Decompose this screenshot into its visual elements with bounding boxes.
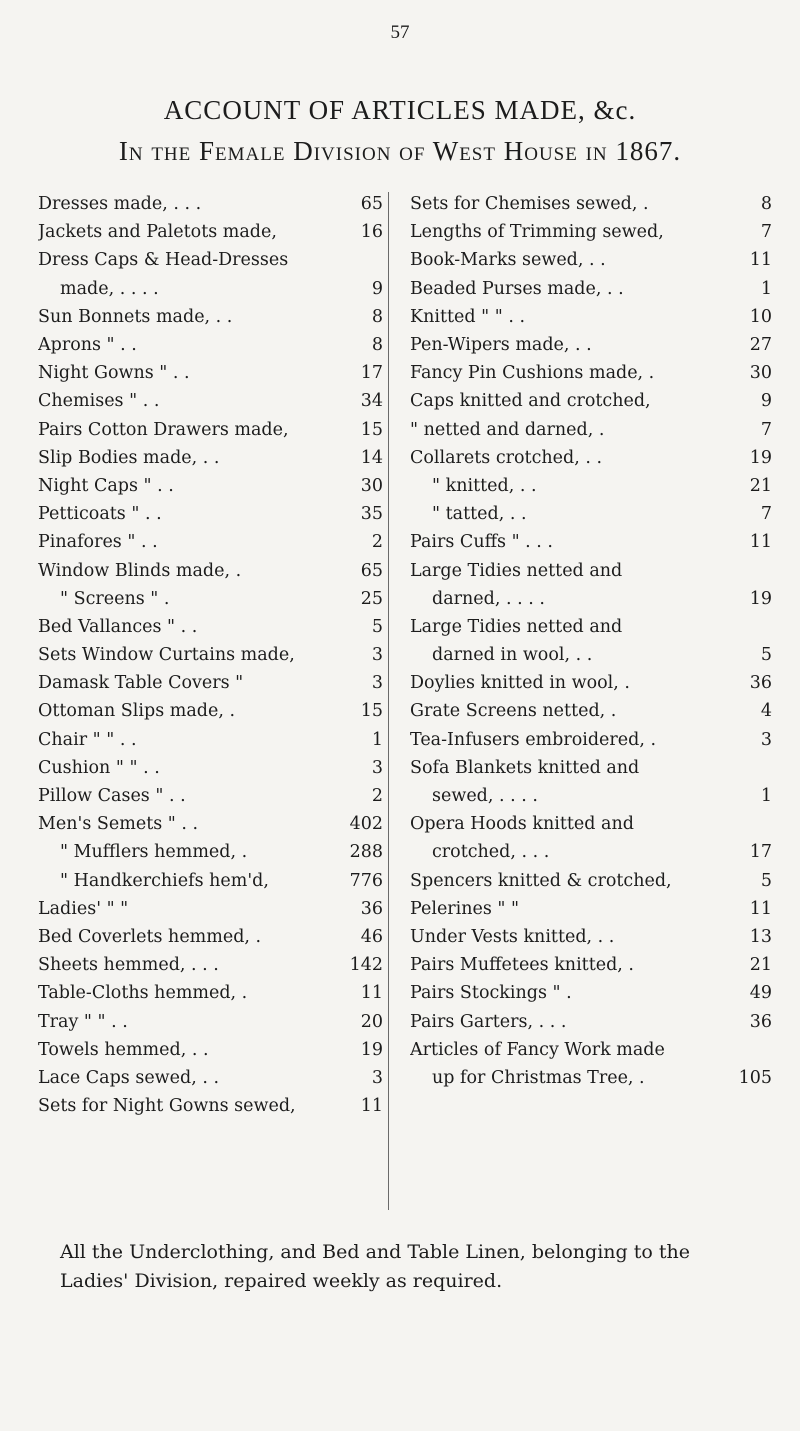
item-label: " netted and darned, . xyxy=(410,419,605,440)
item-label: Slip Bodies made, . . xyxy=(38,447,220,468)
list-item xyxy=(38,416,383,444)
item-label: up for Christmas Tree, . xyxy=(432,1067,645,1088)
item-count: 1 xyxy=(760,278,772,299)
item-label: " Screens " . xyxy=(60,588,170,609)
list-item xyxy=(410,697,772,725)
item-label: Chemises " . . xyxy=(38,391,160,412)
list-item xyxy=(38,472,383,500)
item-label: Damask Table Covers " xyxy=(38,673,244,694)
item-count: 8 xyxy=(371,335,383,356)
item-count: 11 xyxy=(360,1096,383,1117)
list-item xyxy=(410,923,772,951)
list-item xyxy=(410,754,772,782)
item-label: made, . . . . xyxy=(60,278,159,299)
list-item xyxy=(410,1007,772,1035)
item-label: " Mufflers hemmed, . xyxy=(60,842,248,863)
list-item xyxy=(38,275,383,303)
list-item xyxy=(38,1064,383,1092)
item-count: 11 xyxy=(749,532,772,553)
item-label: Sets Window Curtains made, xyxy=(38,645,295,666)
list-item xyxy=(38,218,383,246)
item-count: 5 xyxy=(760,870,772,891)
item-count: 8 xyxy=(371,306,383,327)
item-label: crotched, . . . xyxy=(432,842,550,863)
item-label: Bed Vallances " . . xyxy=(38,616,198,637)
item-label: Knitted " " . . xyxy=(410,306,526,327)
list-item xyxy=(410,246,772,274)
list-item xyxy=(38,669,383,697)
footer-note xyxy=(60,1238,760,1296)
item-count: 19 xyxy=(749,588,772,609)
list-item xyxy=(410,1036,772,1064)
list-item xyxy=(38,387,383,415)
item-count: 7 xyxy=(760,419,772,440)
item-count: 25 xyxy=(360,588,383,609)
item-count: 34 xyxy=(360,391,383,412)
item-label: Caps knitted and crotched, xyxy=(410,391,651,412)
list-item xyxy=(410,444,772,472)
list-item xyxy=(410,895,772,923)
list-item xyxy=(410,359,772,387)
list-item xyxy=(410,867,772,895)
item-count: 27 xyxy=(749,335,772,356)
item-label: Table-Cloths hemmed, . xyxy=(38,983,248,1004)
list-item xyxy=(410,838,772,866)
item-count: 7 xyxy=(760,222,772,243)
item-count: 11 xyxy=(360,983,383,1004)
list-item xyxy=(38,444,383,472)
item-count: 3 xyxy=(760,729,772,750)
item-label: Sets for Night Gowns sewed, xyxy=(38,1096,296,1117)
page-title: ACCOUNT OF ARTICLES MADE, &c. xyxy=(163,95,637,125)
item-count: 1 xyxy=(371,729,383,750)
item-count: 15 xyxy=(360,701,383,722)
item-count: 5 xyxy=(371,616,383,637)
item-count: 35 xyxy=(360,504,383,525)
list-item xyxy=(410,416,772,444)
item-label: Aprons " . . xyxy=(38,335,137,356)
footer-line-2: Ladies' Division, repaired weekly as required. xyxy=(60,1270,503,1292)
item-label: Pinafores " . . xyxy=(38,532,158,553)
list-item xyxy=(410,387,772,415)
item-count: 7 xyxy=(760,504,772,525)
item-label: Pen-Wipers made, . . xyxy=(410,335,592,356)
list-item xyxy=(38,951,383,979)
list-item xyxy=(38,895,383,923)
item-label: Pairs Cotton Drawers made, xyxy=(38,419,289,440)
item-label: Tray " " . . xyxy=(38,1011,128,1032)
item-count: 3 xyxy=(371,673,383,694)
page-number: 57 xyxy=(390,22,410,43)
item-label: Large Tidies netted and xyxy=(410,616,623,637)
item-label: Men's Semets " . . xyxy=(38,814,199,835)
list-item xyxy=(410,810,772,838)
item-count: 13 xyxy=(749,926,772,947)
item-label: Pelerines " " xyxy=(410,898,520,919)
item-label: Chair " " . . xyxy=(38,729,137,750)
item-count: 30 xyxy=(360,475,383,496)
item-label: Sofa Blankets knitted and xyxy=(410,757,640,778)
item-label: sewed, . . . . xyxy=(432,786,538,807)
item-count: 19 xyxy=(360,1039,383,1060)
item-count: 402 xyxy=(349,814,383,835)
item-label: Window Blinds made, . xyxy=(38,560,242,581)
list-item xyxy=(38,500,383,528)
list-item xyxy=(410,331,772,359)
item-label: Beaded Purses made, . . xyxy=(410,278,624,299)
item-label: Sun Bonnets made, . . xyxy=(38,306,233,327)
item-count: 21 xyxy=(749,475,772,496)
list-item xyxy=(410,782,772,810)
item-label: Tea-Infusers embroidered, . xyxy=(410,729,657,750)
item-count: 3 xyxy=(371,645,383,666)
item-label: Large Tidies netted and xyxy=(410,560,623,581)
item-count: 776 xyxy=(349,870,383,891)
list-item xyxy=(38,1007,383,1035)
item-count: 2 xyxy=(371,786,383,807)
item-count: 36 xyxy=(749,1011,772,1032)
item-count: 5 xyxy=(760,645,772,666)
item-count: 4 xyxy=(760,701,772,722)
item-count: 1 xyxy=(760,786,772,807)
list-item xyxy=(410,500,772,528)
item-label: Jackets and Paletots made, xyxy=(38,222,277,243)
item-count: 17 xyxy=(360,363,383,384)
list-item xyxy=(38,528,383,556)
list-item xyxy=(38,246,383,274)
item-label: Pairs Cuffs " . . . xyxy=(410,532,553,553)
item-label: Dress Caps & Head-Dresses xyxy=(38,250,289,271)
item-label: Night Caps " . . xyxy=(38,475,174,496)
list-item xyxy=(38,979,383,1007)
item-count: 105 xyxy=(738,1067,772,1088)
item-count: 14 xyxy=(360,447,383,468)
item-count: 36 xyxy=(749,673,772,694)
list-item xyxy=(38,838,383,866)
item-label: Towels hemmed, . . xyxy=(38,1039,209,1060)
item-count: 3 xyxy=(371,757,383,778)
list-item xyxy=(38,810,383,838)
item-count: 9 xyxy=(760,391,772,412)
list-item xyxy=(410,613,772,641)
list-item xyxy=(38,303,383,331)
item-count: 11 xyxy=(749,250,772,271)
item-label: Pairs Muffetees knitted, . xyxy=(410,955,634,976)
item-label: Cushion " " . . xyxy=(38,757,160,778)
list-item xyxy=(410,303,772,331)
item-count: 2 xyxy=(371,532,383,553)
item-count: 8 xyxy=(760,194,772,215)
item-count: 3 xyxy=(371,1067,383,1088)
list-item xyxy=(38,782,383,810)
list-item xyxy=(38,726,383,754)
item-count: 17 xyxy=(749,842,772,863)
list-item xyxy=(410,528,772,556)
item-count: 30 xyxy=(749,363,772,384)
item-count: 21 xyxy=(749,955,772,976)
list-item xyxy=(410,472,772,500)
item-label: Spencers knitted & crotched, xyxy=(410,870,672,891)
item-label: Lace Caps sewed, . . xyxy=(38,1067,220,1088)
item-label: Collarets crotched, . . xyxy=(410,447,603,468)
item-label: Pairs Stockings " . xyxy=(410,983,572,1004)
list-item xyxy=(38,697,383,725)
item-label: Opera Hoods knitted and xyxy=(410,814,634,835)
item-count: 20 xyxy=(360,1011,383,1032)
item-label: Ladies' " " xyxy=(38,898,129,919)
item-label: Dresses made, . . . xyxy=(38,194,202,215)
list-item xyxy=(410,556,772,584)
item-count: 16 xyxy=(360,222,383,243)
item-label: " tatted, . . xyxy=(432,504,527,525)
item-label: Sheets hemmed, . . . xyxy=(38,955,219,976)
item-count: 46 xyxy=(360,926,383,947)
list-item xyxy=(410,951,772,979)
list-item xyxy=(410,275,772,303)
item-count: 65 xyxy=(360,194,383,215)
list-item xyxy=(410,1064,772,1092)
item-label: Petticoats " . . xyxy=(38,504,162,525)
list-item xyxy=(410,979,772,1007)
list-item xyxy=(38,556,383,584)
item-label: Fancy Pin Cushions made, . xyxy=(410,363,655,384)
page-subtitle: In the Female Division of West House in 1867. xyxy=(118,136,682,166)
item-count: 9 xyxy=(371,278,383,299)
footer-line-1: All the Underclothing, and Bed and Table Linen, belonging to the xyxy=(60,1241,690,1263)
list-item xyxy=(38,585,383,613)
item-label: " Handkerchiefs hem'd, xyxy=(60,870,269,891)
item-count: 10 xyxy=(749,306,772,327)
item-label: Pillow Cases " . . xyxy=(38,786,186,807)
list-item xyxy=(410,218,772,246)
list-item xyxy=(410,641,772,669)
left-column xyxy=(38,190,383,1120)
item-label: Sets for Chemises sewed, . xyxy=(410,194,649,215)
list-item xyxy=(410,585,772,613)
item-label: Pairs Garters, . . . xyxy=(410,1011,567,1032)
list-item xyxy=(38,1092,383,1120)
item-count: 19 xyxy=(749,447,772,468)
item-label: Night Gowns " . . xyxy=(38,363,190,384)
item-label: Under Vests knitted, . . xyxy=(410,926,615,947)
item-count: 65 xyxy=(360,560,383,581)
item-label: Book-Marks sewed, . . xyxy=(410,250,606,271)
list-item xyxy=(38,190,383,218)
list-item xyxy=(38,613,383,641)
item-label: Bed Coverlets hemmed, . xyxy=(38,926,262,947)
item-label: " knitted, . . xyxy=(432,475,537,496)
item-count: 11 xyxy=(749,898,772,919)
item-label: Lengths of Trimming sewed, xyxy=(410,222,664,243)
item-label: Doylies knitted in wool, . xyxy=(410,673,630,694)
item-label: darned in wool, . . xyxy=(432,645,593,666)
item-label: Ottoman Slips made, . xyxy=(38,701,236,722)
list-item xyxy=(410,669,772,697)
item-label: darned, . . . . xyxy=(432,588,545,609)
list-item xyxy=(38,359,383,387)
item-count: 142 xyxy=(349,955,383,976)
item-count: 15 xyxy=(360,419,383,440)
list-item xyxy=(38,867,383,895)
list-item xyxy=(410,726,772,754)
item-label: Grate Screens netted, . xyxy=(410,701,617,722)
right-column xyxy=(410,190,772,1092)
column-divider xyxy=(388,192,389,1210)
list-item xyxy=(410,190,772,218)
item-label: Articles of Fancy Work made xyxy=(410,1039,665,1060)
list-item xyxy=(38,641,383,669)
list-item xyxy=(38,331,383,359)
list-item xyxy=(38,923,383,951)
item-count: 288 xyxy=(349,842,383,863)
item-count: 36 xyxy=(360,898,383,919)
list-item xyxy=(38,1036,383,1064)
list-item xyxy=(38,754,383,782)
item-count: 49 xyxy=(749,983,772,1004)
